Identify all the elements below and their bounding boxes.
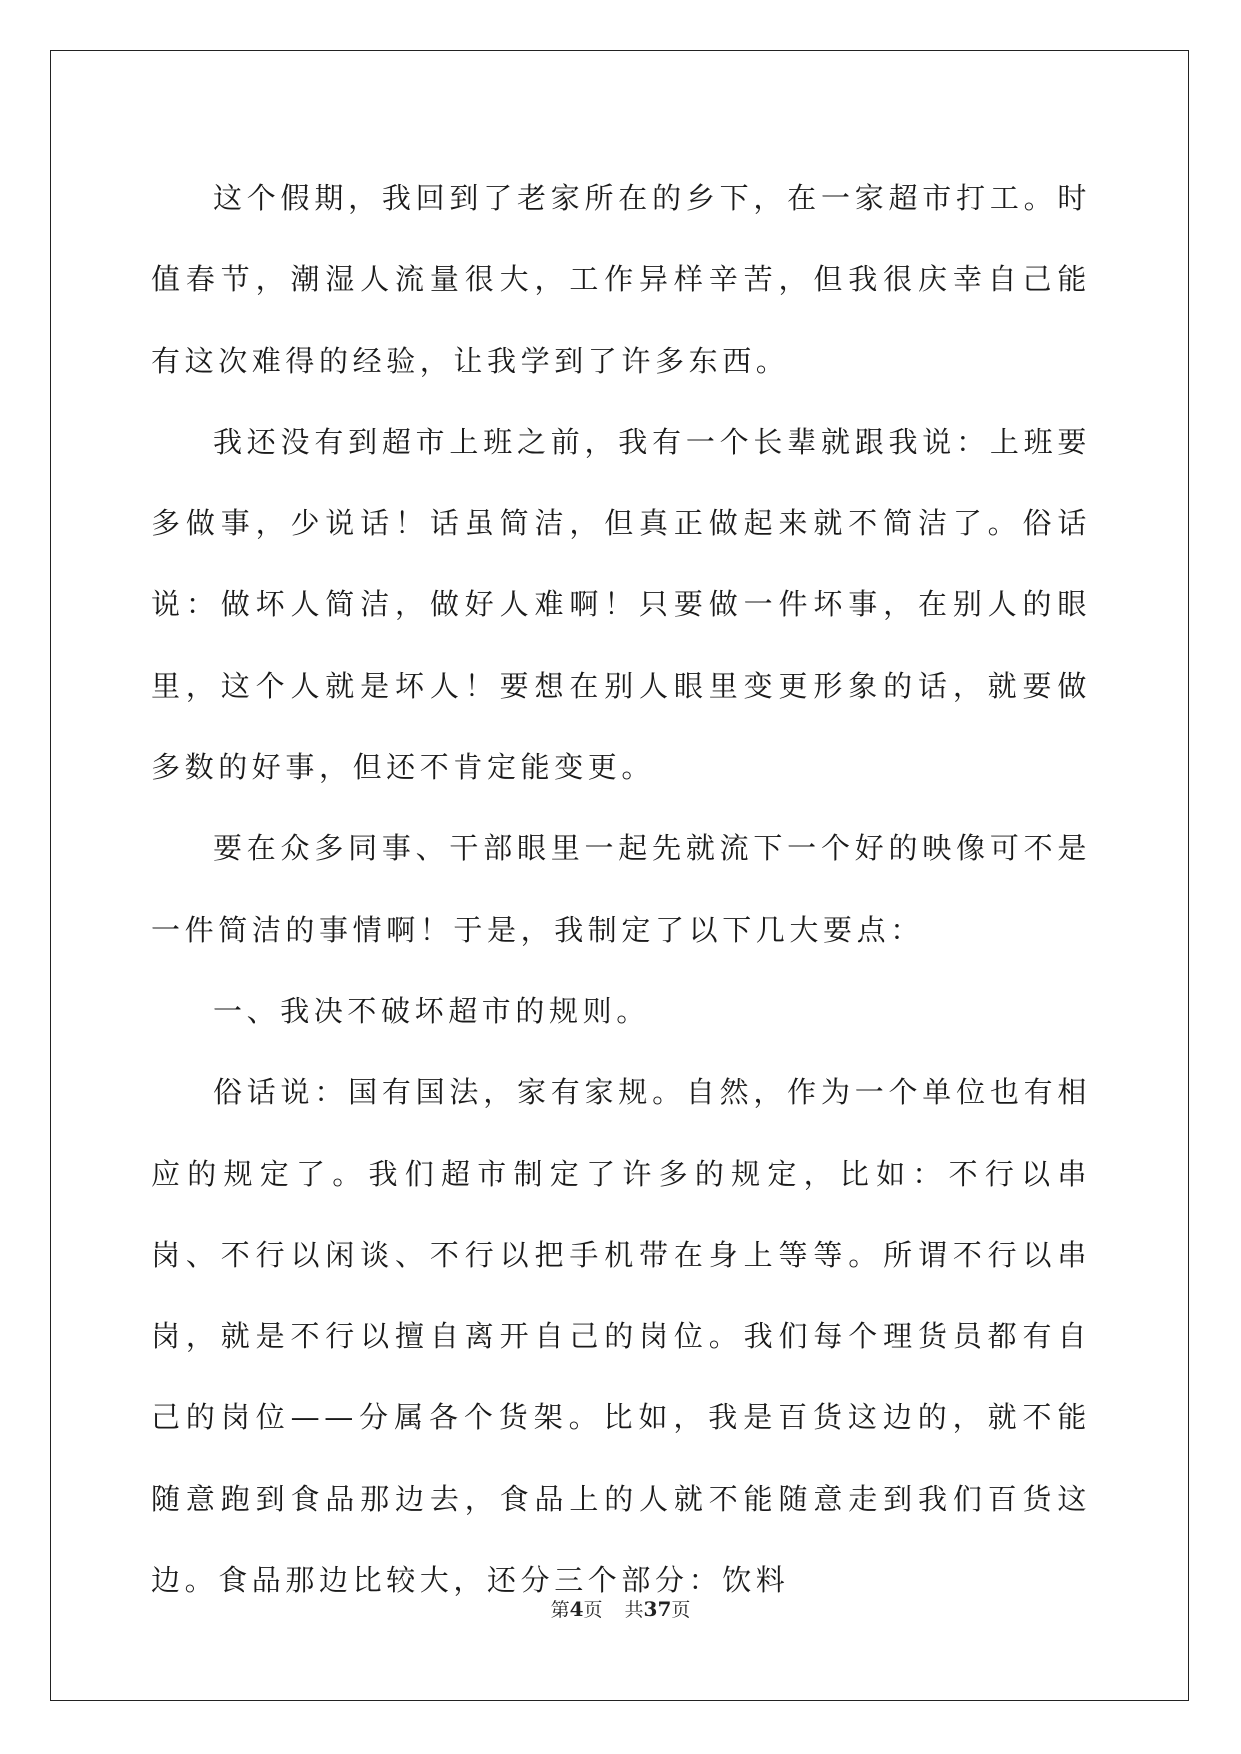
paragraph-1: 这个假期，我回到了老家所在的乡下，在一家超市打工。时值春节，潮湿人流量很大，工作异样辛苦，但我很庆幸自己能有这次难得的经验，让我学到了许多东西。 — [151, 181, 1091, 378]
paragraph-3: 要在众多同事、干部眼里一起先就流下一个好的映像可不是一件简洁的事情啊！于是，我制定了以下几大要点： — [151, 831, 1091, 947]
paragraph-4: 一、我决不破坏超市的规则。 — [213, 993, 650, 1028]
footer-prefix: 第 — [550, 1599, 570, 1621]
footer-page-unit: 页 — [583, 1599, 603, 1621]
footer-total-prefix: 共 — [624, 1599, 644, 1621]
paragraph-5: 俗话说：国有国法，家有家规。自然，作为一个单位也有相应的规定了。我们超市制定了许多的规定，比如：不行以串岗、不行以闲谈、不行以把手机带在身上等等。所谓不行以串岗，就是不行以擅自离开自己的岗位。我们每个理货员都有自己的岗位——分属各个货架。比如，我是百货这边的，就不能随意跑到食品那边去，食品上的人就不能随意走到我们百货这边。食品那边比较大，还分三个部分：饮料 — [151, 1075, 1091, 1598]
total-pages-number: 37 — [643, 1597, 672, 1621]
document-body — [151, 158, 1091, 1621]
footer-total-unit: 页 — [671, 1599, 691, 1621]
page-footer — [0, 1595, 1241, 1622]
paragraph-2: 我还没有到超市上班之前，我有一个长辈就跟我说：上班要多做事，少说话！话虽简洁，但真正做起来就不简洁了。俗话说：做坏人简洁，做好人难啊！只要做一件坏事，在别人的眼里，这个人就是坏人！要想在别人眼里变更形象的话，就要做多数的好事，但还不肯定能变更。 — [151, 424, 1091, 785]
current-page-number: 4 — [569, 1597, 584, 1621]
